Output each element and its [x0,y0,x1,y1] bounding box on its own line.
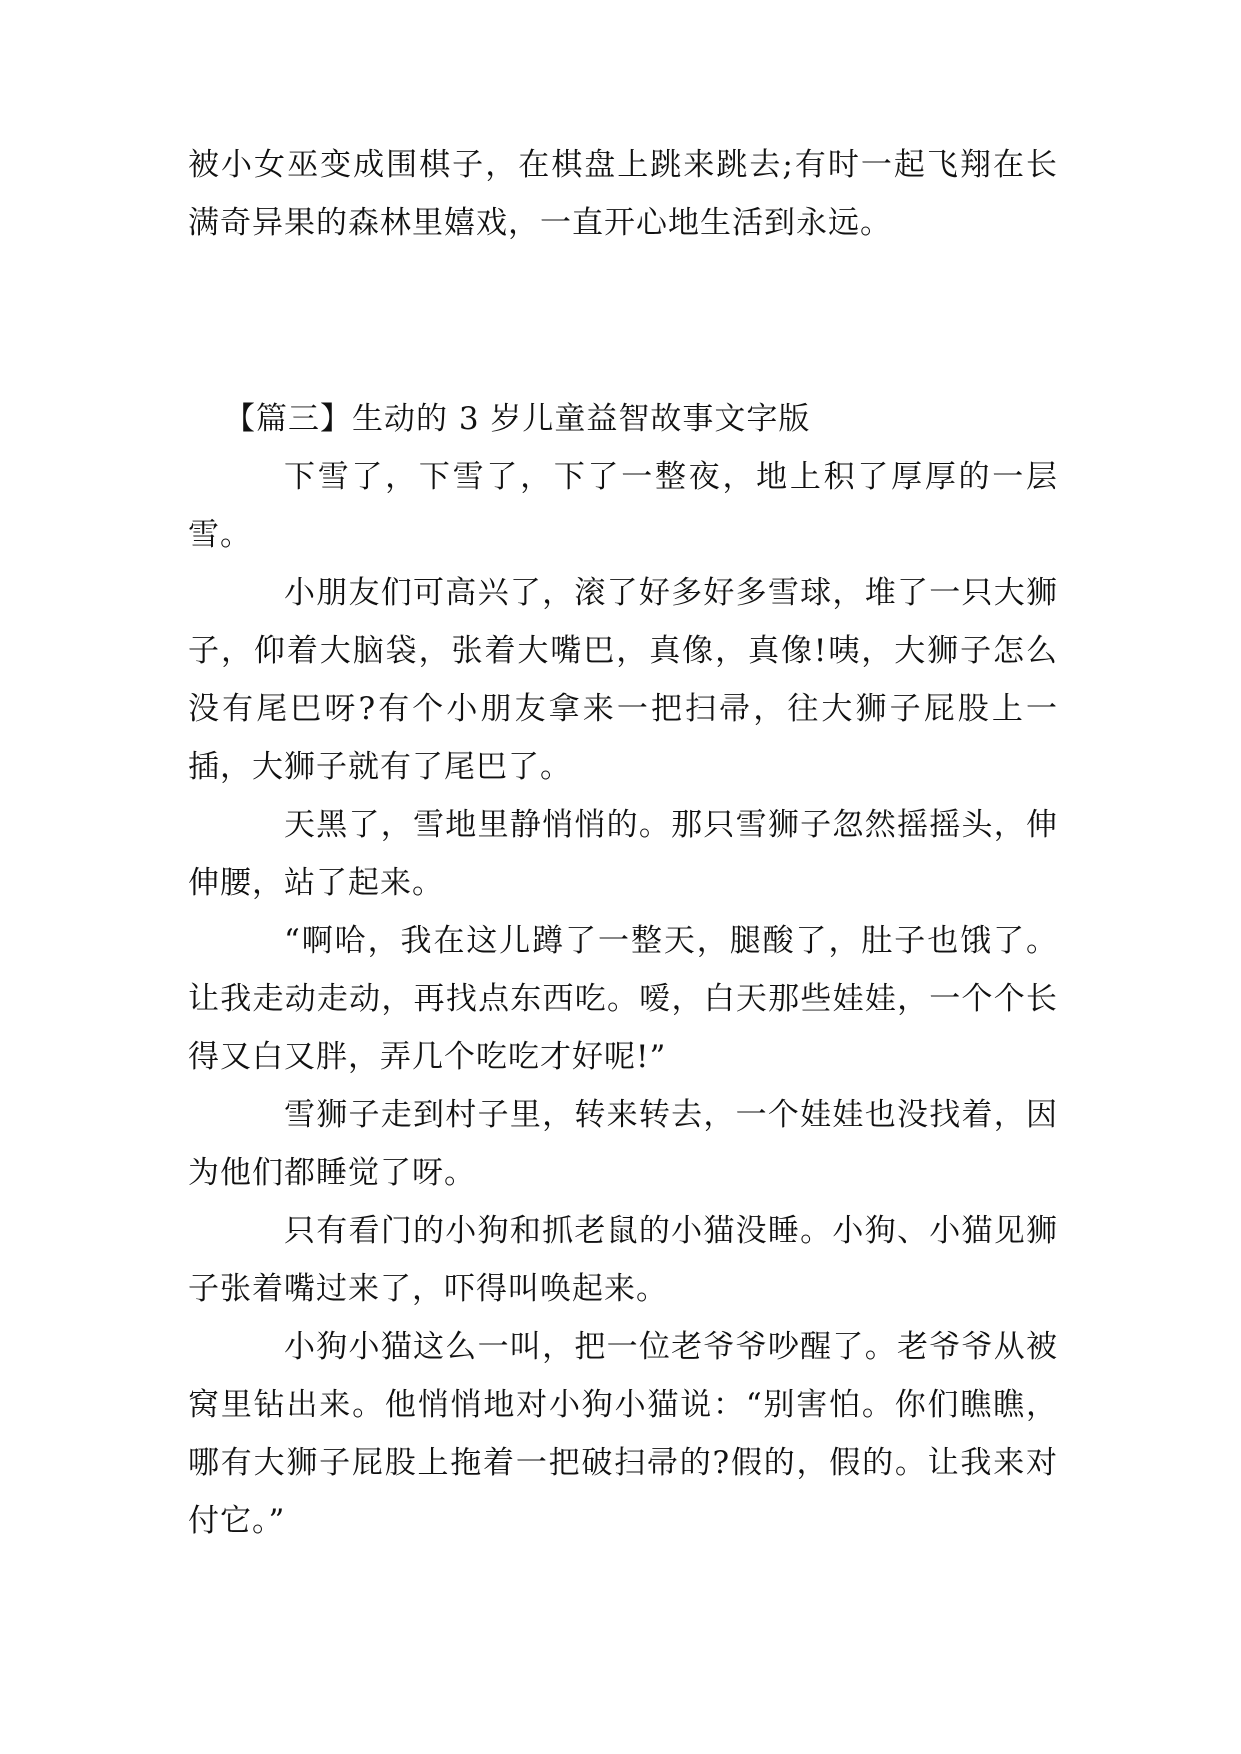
section-title: 【篇三】生动的 3 岁儿童益智故事文字版 [224,401,811,437]
story-paragraph: 只有看门的小狗和抓老鼠的小猫没睡。小狗、小猫见狮子张着嘴过来了，吓得叫唤起来。 [188,1213,1058,1307]
story-paragraph: 小朋友们可高兴了，滚了好多好多雪球，堆了一只大狮子，仰着大脑袋，张着大嘴巴，真像，真像!咦，大狮子怎么没有尾巴呀?有个小朋友拿来一把扫帚，往大狮子屁股上一插，大狮子就有了尾巴了。 [188,575,1058,785]
story-paragraph: 天黑了，雪地里静悄悄的。那只雪狮子忽然摇摇头，伸伸腰，站了起来。 [188,807,1058,901]
story-paragraph: 雪狮子走到村子里，转来转去，一个娃娃也没找着，因为他们都睡觉了呀。 [188,1097,1058,1191]
continuation-block [188,136,1058,252]
story-paragraph: 小狗小猫这么一叫，把一位老爷爷吵醒了。老爷爷从被窝里钻出来。他悄悄地对小狗小猫说：“别害怕。你们瞧瞧，哪有大狮子屁股上拖着一把破扫帚的?假的，假的。让我来对付它。” [188,1329,1058,1539]
story-body [188,448,1058,1550]
story-paragraph: 下雪了，下雪了，下了一整夜，地上积了厚厚的一层雪。 [188,459,1058,553]
continuation-paragraph: 被小女巫变成围棋子，在棋盘上跳来跳去;有时一起飞翔在长满奇异果的森林里嬉戏，一直开心地生活到永远。 [188,147,1058,241]
story-paragraph: “啊哈，我在这儿蹲了一整天，腿酸了，肚子也饿了。让我走动走动，再找点东西吃。嗳，白天那些娃娃，一个个长得又白又胖，弄几个吃吃才好呢!” [188,923,1058,1075]
